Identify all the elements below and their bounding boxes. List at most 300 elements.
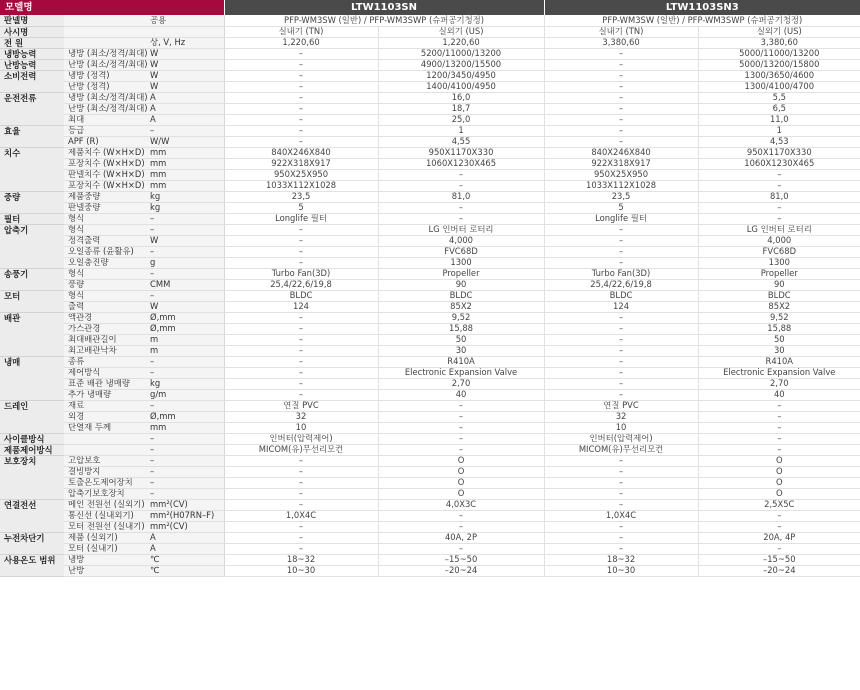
model-name-label: 모델명: [0, 0, 224, 15]
item-cell: 냉방 (정격): [64, 70, 148, 81]
value-cell: 3,380,60: [698, 37, 860, 48]
value-cell: 실외기 (US): [698, 26, 860, 37]
unit-cell: –: [148, 477, 224, 488]
item-cell: 형식: [64, 224, 148, 235]
item-cell: 최대: [64, 114, 148, 125]
unit-cell: –: [148, 224, 224, 235]
value-cell: 실내기 (TN): [224, 26, 378, 37]
value-cell: –: [224, 378, 378, 389]
value-cell: –: [224, 114, 378, 125]
value-cell: O: [378, 466, 544, 477]
category-cell: 사용온도 범위: [0, 554, 64, 576]
table-row: [0, 81, 860, 92]
item-cell: 풍량: [64, 279, 148, 290]
table-row: [0, 499, 860, 510]
item-cell: 제품 (실외기): [64, 532, 148, 543]
value-cell: 40: [698, 389, 860, 400]
value-cell: 9,52: [698, 312, 860, 323]
value-cell: –: [544, 136, 698, 147]
table-row: [0, 191, 860, 202]
value-cell: –: [544, 235, 698, 246]
table-row: [0, 378, 860, 389]
value-cell: 922X318X917: [224, 158, 378, 169]
value-cell: –: [544, 499, 698, 510]
table-row: [0, 565, 860, 576]
value-cell: 1300/4100/4700: [698, 81, 860, 92]
value-cell: –: [698, 510, 860, 521]
value-cell: –20~24: [698, 565, 860, 576]
unit-cell: CMM: [148, 279, 224, 290]
value-cell: –: [224, 103, 378, 114]
value-cell: O: [698, 455, 860, 466]
item-cell: 통신선 (실내외기): [64, 510, 148, 521]
value-cell: –: [698, 422, 860, 433]
category-cell: 드레인: [0, 400, 64, 433]
table-row: [0, 158, 860, 169]
value-cell: –: [544, 488, 698, 499]
value-cell: –: [224, 48, 378, 59]
table-row: [0, 136, 860, 147]
value-cell: BLDC: [378, 290, 544, 301]
value-cell: –: [698, 411, 860, 422]
item-cell: APF (R): [64, 136, 148, 147]
item-cell: 포장치수 (W×H×D): [64, 158, 148, 169]
item-cell: 형식: [64, 268, 148, 279]
value-cell: –: [378, 510, 544, 521]
value-cell: –: [544, 312, 698, 323]
item-cell: 형식: [64, 213, 148, 224]
value-cell: 1400/4100/4950: [378, 81, 544, 92]
value-cell: 4,0X3C: [378, 499, 544, 510]
value-cell: O: [378, 488, 544, 499]
item-cell: 냉방: [64, 554, 148, 565]
item-cell: 모터 (실내기): [64, 543, 148, 554]
unit-cell: –: [148, 125, 224, 136]
unit-cell: A: [148, 114, 224, 125]
item-cell: 냉방 (최소/정격/최대): [64, 92, 148, 103]
value-cell: Propeller: [698, 268, 860, 279]
item-cell: 제품중량: [64, 191, 148, 202]
value-cell: –: [378, 180, 544, 191]
value-cell: 50: [698, 334, 860, 345]
item-cell: 형식: [64, 290, 148, 301]
table-row: [0, 411, 860, 422]
item-cell: 오일충진량: [64, 257, 148, 268]
table-row: [0, 246, 860, 257]
value-cell: 20A, 4P: [698, 532, 860, 543]
value-cell: –: [378, 433, 544, 444]
unit-cell: –: [148, 268, 224, 279]
value-cell: –: [224, 257, 378, 268]
value-cell: 50: [378, 334, 544, 345]
value-cell: 1,0X4C: [544, 510, 698, 521]
value-cell: 32: [224, 411, 378, 422]
value-cell: MICOM(유)무선리모컨: [544, 444, 698, 455]
value-cell: 1,0X4C: [224, 510, 378, 521]
table-row: [0, 26, 860, 37]
value-cell: 5: [544, 202, 698, 213]
table-row: [0, 92, 860, 103]
category-cell: 송풍기: [0, 268, 64, 290]
value-cell: –: [224, 466, 378, 477]
table-row: [0, 367, 860, 378]
value-cell: 922X318X917: [544, 158, 698, 169]
value-cell: –: [378, 169, 544, 180]
item-cell: 판넬치수 (W×H×D): [64, 169, 148, 180]
item-cell: 모터 전원선 (실내기): [64, 521, 148, 532]
unit-cell: –: [148, 290, 224, 301]
value-cell: 10: [544, 422, 698, 433]
table-row: [0, 477, 860, 488]
value-cell: 23,5: [224, 191, 378, 202]
value-cell: 81,0: [378, 191, 544, 202]
unit-cell: mm: [148, 158, 224, 169]
table-row: [0, 169, 860, 180]
unit-cell: W: [148, 70, 224, 81]
value-cell: 2,70: [698, 378, 860, 389]
value-cell: 4,53: [698, 136, 860, 147]
value-cell: 16,0: [378, 92, 544, 103]
value-cell: Electronic Expansion Valve: [698, 367, 860, 378]
category-cell: 압축기: [0, 224, 64, 268]
category-cell: 판넬명: [0, 15, 64, 26]
table-row: [0, 103, 860, 114]
value-cell: 1: [698, 125, 860, 136]
value-cell: 25,4/22,6/19,8: [544, 279, 698, 290]
table-row: [0, 510, 860, 521]
item-cell: 최대배관길이: [64, 334, 148, 345]
item-cell: 표준 배관 냉매량: [64, 378, 148, 389]
category-cell: 효율: [0, 125, 64, 147]
table-row: [0, 466, 860, 477]
value-cell: 1300: [698, 257, 860, 268]
table-row: [0, 356, 860, 367]
unit-cell: W: [148, 59, 224, 70]
value-cell: –: [544, 70, 698, 81]
category-cell: 소비전력: [0, 70, 64, 92]
item-cell: 종류: [64, 356, 148, 367]
table-row: [0, 257, 860, 268]
value-cell: –: [698, 433, 860, 444]
item-cell: 외경: [64, 411, 148, 422]
value-cell: LG 인버터 로터리: [378, 224, 544, 235]
unit-cell: –: [148, 367, 224, 378]
value-cell: 5,5: [698, 92, 860, 103]
unit-cell: A: [148, 532, 224, 543]
item-cell: 난방 (최소/정격/최대): [64, 103, 148, 114]
value-cell: –: [698, 543, 860, 554]
table-row: [0, 543, 860, 554]
value-cell: 3,380,60: [544, 37, 698, 48]
table-row: [0, 125, 860, 136]
unit-cell: m: [148, 334, 224, 345]
unit-cell: A: [148, 543, 224, 554]
value-cell: 4,55: [378, 136, 544, 147]
value-cell: 4,000: [378, 235, 544, 246]
value-cell: 18~32: [224, 554, 378, 565]
value-cell: –: [544, 367, 698, 378]
value-cell: R410A: [698, 356, 860, 367]
table-row: [0, 15, 860, 26]
value-cell: 1: [378, 125, 544, 136]
table-row: [0, 37, 860, 48]
table-row: [0, 389, 860, 400]
value-cell: FVC68D: [378, 246, 544, 257]
value-cell: 30: [378, 345, 544, 356]
item-cell: 포장치수 (W×H×D): [64, 180, 148, 191]
value-cell: 1060X1230X465: [378, 158, 544, 169]
item-cell: 최고배관낙차: [64, 345, 148, 356]
value-cell: –: [544, 455, 698, 466]
value-cell: 인버터(압력제어): [224, 433, 378, 444]
unit-cell: m: [148, 345, 224, 356]
table-row: [0, 268, 860, 279]
item-cell: 제어방식: [64, 367, 148, 378]
value-cell: –: [378, 543, 544, 554]
table-row: [0, 334, 860, 345]
value-cell: –: [544, 477, 698, 488]
value-cell: –: [224, 92, 378, 103]
value-cell: –: [544, 334, 698, 345]
unit-cell: mm²(CV): [148, 521, 224, 532]
table-row: [0, 48, 860, 59]
value-cell: 1033X112X1028: [544, 180, 698, 191]
item-cell: 난방 (정격): [64, 81, 148, 92]
value-cell: 18~32: [544, 554, 698, 565]
category-cell: 중량: [0, 191, 64, 213]
value-cell: –: [698, 202, 860, 213]
value-cell: –: [698, 213, 860, 224]
value-cell: –20~24: [378, 565, 544, 576]
unit-cell: Ø,mm: [148, 312, 224, 323]
value-cell: 124: [224, 301, 378, 312]
table-row: [0, 180, 860, 191]
value-cell: 1300/3650/4600: [698, 70, 860, 81]
item-cell: 재료: [64, 400, 148, 411]
value-cell: 1033X112X1028: [224, 180, 378, 191]
value-cell: –: [544, 246, 698, 257]
table-row: [0, 147, 860, 158]
unit-cell: kg: [148, 378, 224, 389]
unit-cell: mm: [148, 422, 224, 433]
value-cell: –: [544, 114, 698, 125]
value-cell: –: [224, 224, 378, 235]
table-row: [0, 213, 860, 224]
item-cell: 결빙방지: [64, 466, 148, 477]
value-cell: 6,5: [698, 103, 860, 114]
value-cell: O: [698, 466, 860, 477]
item-cell: 정격출력: [64, 235, 148, 246]
value-cell: –: [378, 400, 544, 411]
value-cell: 40A, 2P: [378, 532, 544, 543]
table-row: [0, 290, 860, 301]
table-row: [0, 488, 860, 499]
value-cell: 15,88: [698, 323, 860, 334]
value-cell: –: [544, 224, 698, 235]
value-cell: –: [544, 48, 698, 59]
unit-cell: –: [148, 246, 224, 257]
category-cell: 난방능력: [0, 59, 64, 70]
item-cell: [64, 433, 148, 444]
value-cell: 124: [544, 301, 698, 312]
value-cell: –: [544, 92, 698, 103]
value-cell: –: [698, 400, 860, 411]
value-cell: 840X246X840: [544, 147, 698, 158]
value-cell: –: [224, 455, 378, 466]
value-cell: –: [544, 59, 698, 70]
value-cell: 950X25X950: [544, 169, 698, 180]
table-row: [0, 114, 860, 125]
value-cell: 30: [698, 345, 860, 356]
value-cell: –: [544, 81, 698, 92]
item-cell: 액관경: [64, 312, 148, 323]
unit-cell: –: [148, 488, 224, 499]
value-cell: Turbo Fan(3D): [224, 268, 378, 279]
table-row: [0, 235, 860, 246]
value-cell: –: [698, 169, 860, 180]
value-cell: –: [224, 488, 378, 499]
item-cell: [64, 444, 148, 455]
value-cell: 2,5X5C: [698, 499, 860, 510]
category-cell: 치수: [0, 147, 64, 191]
unit-cell: –: [148, 356, 224, 367]
value-cell: –: [698, 444, 860, 455]
unit-cell: –: [148, 455, 224, 466]
value-cell: –15~50: [698, 554, 860, 565]
value-cell: LG 인버터 로터리: [698, 224, 860, 235]
value-cell: 실내기 (TN): [544, 26, 698, 37]
value-cell: –: [224, 246, 378, 257]
category-cell: 모터: [0, 290, 64, 312]
unit-cell: W: [148, 235, 224, 246]
value-cell: –: [224, 70, 378, 81]
value-cell: –: [224, 312, 378, 323]
value-cell: –: [224, 235, 378, 246]
unit-cell: ℃: [148, 565, 224, 576]
item-cell: 추가 냉매량: [64, 389, 148, 400]
item-cell: [64, 26, 148, 37]
value-cell: 10~30: [224, 565, 378, 576]
value-cell: –: [224, 532, 378, 543]
category-cell: 사이클방식: [0, 433, 64, 444]
category-cell: 전 원: [0, 37, 64, 48]
item-cell: 토출온도제어장치: [64, 477, 148, 488]
spec-table-header: [0, 0, 860, 15]
table-row: [0, 70, 860, 81]
item-cell: 제품치수 (W×H×D): [64, 147, 148, 158]
value-cell: –: [224, 389, 378, 400]
item-cell: 메인 전원선 (실외기): [64, 499, 148, 510]
unit-cell: –: [148, 466, 224, 477]
value-cell: 11,0: [698, 114, 860, 125]
item-cell: 오일종류 (윤활유): [64, 246, 148, 257]
value-cell: 25,0: [378, 114, 544, 125]
table-row: [0, 444, 860, 455]
unit-cell: mm: [148, 169, 224, 180]
value-cell: –: [544, 125, 698, 136]
value-cell: 23,5: [544, 191, 698, 202]
value-cell: –: [544, 345, 698, 356]
value-cell: –: [544, 466, 698, 477]
unit-cell: A: [148, 103, 224, 114]
item-cell: 등급: [64, 125, 148, 136]
item-cell: 난방 (최소/정격/최대): [64, 59, 148, 70]
value-cell: –: [544, 532, 698, 543]
value-cell: –: [544, 378, 698, 389]
value-cell: 950X1170X330: [698, 147, 860, 158]
value-cell: PFP-WM3SW (일반) / PFP-WM3SWP (슈퍼공기청정): [544, 15, 860, 26]
value-cell: –: [544, 103, 698, 114]
value-cell: –: [544, 521, 698, 532]
value-cell: BLDC: [544, 290, 698, 301]
value-cell: 840X246X840: [224, 147, 378, 158]
value-cell: 25,4/22,6/19,8: [224, 279, 378, 290]
unit-cell: Ø,mm: [148, 323, 224, 334]
value-cell: Turbo Fan(3D): [544, 268, 698, 279]
item-cell: 판넬중량: [64, 202, 148, 213]
value-cell: 40: [378, 389, 544, 400]
value-cell: 950X25X950: [224, 169, 378, 180]
category-cell: 운전전류: [0, 92, 64, 125]
value-cell: –: [224, 323, 378, 334]
value-cell: –: [544, 356, 698, 367]
value-cell: –: [378, 411, 544, 422]
unit-cell: kg: [148, 202, 224, 213]
value-cell: 32: [544, 411, 698, 422]
table-row: [0, 554, 860, 565]
value-cell: PFP-WM3SW (일반) / PFP-WM3SWP (슈퍼공기청정): [224, 15, 544, 26]
unit-cell: A: [148, 92, 224, 103]
value-cell: –: [224, 367, 378, 378]
item-cell: 가스관경: [64, 323, 148, 334]
unit-cell: kg: [148, 191, 224, 202]
value-cell: Propeller: [378, 268, 544, 279]
value-cell: –: [224, 521, 378, 532]
value-cell: Longlife 필터: [224, 213, 378, 224]
category-cell: 냉방능력: [0, 48, 64, 59]
value-cell: 1300: [378, 257, 544, 268]
table-row: [0, 400, 860, 411]
value-cell: FVC68D: [698, 246, 860, 257]
item-cell: 단열재 두께: [64, 422, 148, 433]
value-cell: 2,70: [378, 378, 544, 389]
value-cell: 4,000: [698, 235, 860, 246]
value-cell: –: [698, 521, 860, 532]
value-cell: 5200/11000/13200: [378, 48, 544, 59]
item-cell: [64, 37, 148, 48]
unit-cell: g: [148, 257, 224, 268]
item-cell: 출력: [64, 301, 148, 312]
unit-cell: mm²(H07RN–F): [148, 510, 224, 521]
value-cell: 10~30: [544, 565, 698, 576]
value-cell: O: [698, 488, 860, 499]
category-cell: 누전차단기: [0, 532, 64, 554]
model-ltw1103sn3: LTW1103SN3: [544, 0, 860, 15]
category-cell: 냉매: [0, 356, 64, 400]
value-cell: 85X2: [698, 301, 860, 312]
value-cell: 85X2: [378, 301, 544, 312]
table-row: [0, 59, 860, 70]
table-row: [0, 422, 860, 433]
value-cell: 연질 PVC: [224, 400, 378, 411]
item-cell: 압축기보호장치: [64, 488, 148, 499]
category-cell: 연결전선: [0, 499, 64, 532]
value-cell: –: [378, 202, 544, 213]
value-cell: –: [544, 323, 698, 334]
value-cell: O: [698, 477, 860, 488]
unit-cell: mm²(CV): [148, 499, 224, 510]
value-cell: –: [224, 81, 378, 92]
